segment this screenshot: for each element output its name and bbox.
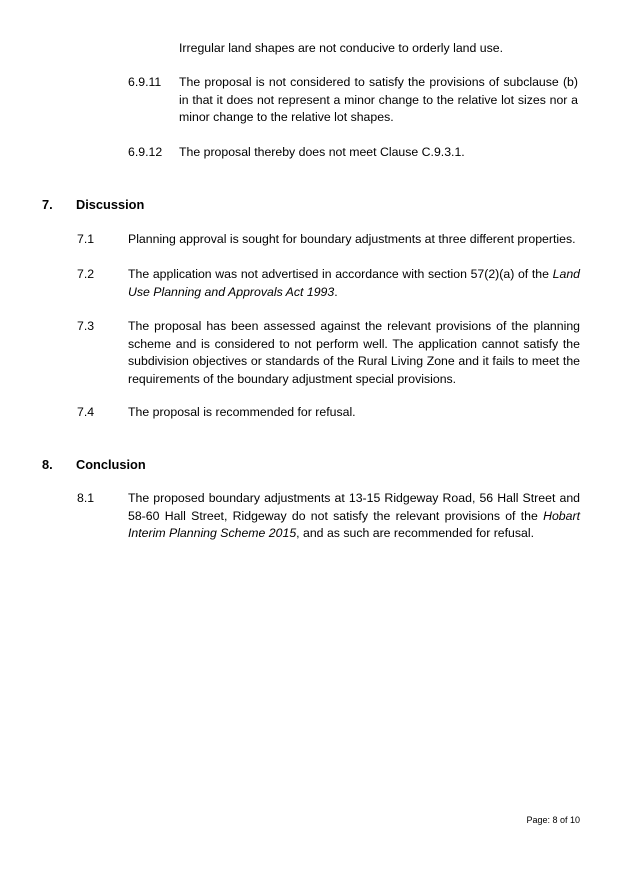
continuation-text: Irregular land shapes are not conducive to orderly land use. bbox=[179, 41, 504, 55]
item-text-plain: , and as such are recommended for refusal. bbox=[296, 526, 535, 540]
section-number: 7. bbox=[42, 197, 53, 212]
subclause-number: 6.9.12 bbox=[128, 145, 163, 159]
section-title-discussion: Discussion bbox=[76, 197, 145, 212]
item-text bbox=[128, 266, 580, 301]
item-number: 7.1 bbox=[77, 232, 95, 246]
section-title-conclusion: Conclusion bbox=[76, 457, 146, 472]
page-number: Page: 8 of 10 bbox=[526, 815, 580, 825]
item-number: 7.4 bbox=[77, 405, 95, 419]
subclause-number: 6.9.11 bbox=[128, 75, 162, 89]
scheme-title: Hobart Interim Planning Scheme 2015 bbox=[128, 508, 580, 540]
item-number: 8.1 bbox=[77, 491, 95, 505]
item-text: The proposal has been assessed against the relevant provisions of the planning scheme and is considered to not perform well. The application cannot satisfy the subdivision objectives or standards of the Rural Living Zone and it fails to meet the requirements of the boundary adjustment special provisions. bbox=[128, 319, 580, 386]
item-text-plain: The proposed boundary adjustments at 13-15 Ridgeway Road, 56 Hall Street and 58-60 Hall Street, Ridgeway do not satisfy the relevant provisions of the bbox=[128, 491, 580, 523]
item-text-plain: The application was not advertised in accordance with section 57(2)(a) of the bbox=[128, 267, 553, 281]
item-text: The proposal is recommended for refusal. bbox=[128, 405, 356, 419]
subclause-text: The proposal thereby does not meet Clause C.9.3.1. bbox=[179, 145, 465, 159]
item-text-plain: . bbox=[334, 284, 338, 299]
item-text: Planning approval is sought for boundary adjustments at three different properties. bbox=[128, 232, 576, 246]
item-number: 7.2 bbox=[77, 267, 95, 281]
section-number: 8. bbox=[42, 457, 53, 472]
subclause-text: The proposal is not considered to satisfy the provisions of subclause (b) in that it does not represent a minor change to the relative lot sizes nor a minor change to the relative lot shapes. bbox=[179, 75, 578, 124]
act-title: Land Use Planning and Approvals Act 1993 bbox=[128, 267, 580, 299]
item-number: 7.3 bbox=[77, 319, 95, 333]
item-text bbox=[128, 490, 580, 543]
